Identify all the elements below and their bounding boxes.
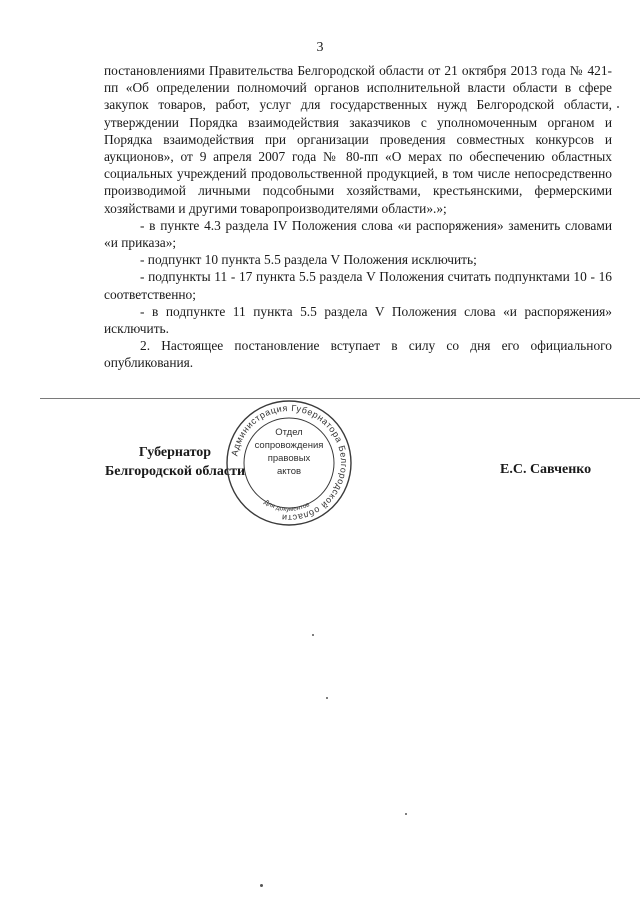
stamp-center-line: актов [276,466,302,477]
paragraph-item: - в пункте 4.3 раздела IV Положения слова «и распоряжения» заменить словами «и приказа»; [104,217,612,251]
stamp-center-text [246,426,332,478]
stamp-center-line: правовых [267,453,311,464]
scan-speck [326,697,328,699]
paragraph-continuation: постановлениями Правительства Белгородской области от 21 октября 2013 года № 421-пп «Об определении полномочий органов исполнительной власти области в сфере закупок товаров, работ, услуг для государственных нужд Белгородской области, утверждении Порядка взаимодействия заказчиков с уполномоченным органом и Порядка взаимодействия при организации проведения совместных конкурсов и аукционов», от 9 апреля 2007 года № 80-пп «О мерах по обеспечению областных социальных учреждений продовольственной продукцией, в том числе непосредственно производимой личными подсобными хозяйствами, крестьянскими, фермерскими хозяйствами и другими товаропроизводителями области».»; [104,63,612,216]
official-stamp [224,398,354,528]
paragraph-effective-date: 2. Настоящее постановление вступает в силу со дня его официального опубликования. [104,338,612,371]
stamp-ring-text: Администрация Губернатора Белгородской области [229,402,350,524]
stamp-bottom-text: Для документов [262,498,311,514]
signatory-name: Е.С. Савченко [500,462,592,477]
scan-speck [617,106,619,108]
stamp-center-line: Отдел [275,427,303,438]
paragraph-item: - подпункты 11 - 17 пункта 5.5 раздела V Положения считать подпунктами 10 - 16 соответственно; [104,269,612,302]
signatory-title-line1: Губернатор [138,445,212,460]
signatory-title-line2: Белгородской области [104,464,246,479]
scan-speck [260,884,263,887]
paragraph-item: - подпункт 10 пункта 5.5 раздела V Положения исключить; [140,252,477,268]
document-body [104,62,612,372]
page-number: 3 [316,40,324,55]
stamp-center-line: сопровождения [254,440,324,451]
scan-speck [312,634,314,636]
paragraph-item: - в подпункте 11 пункта 5.5 раздела V Положения слова «и распоряжения» исключить. [104,303,612,337]
scan-speck [405,813,407,815]
